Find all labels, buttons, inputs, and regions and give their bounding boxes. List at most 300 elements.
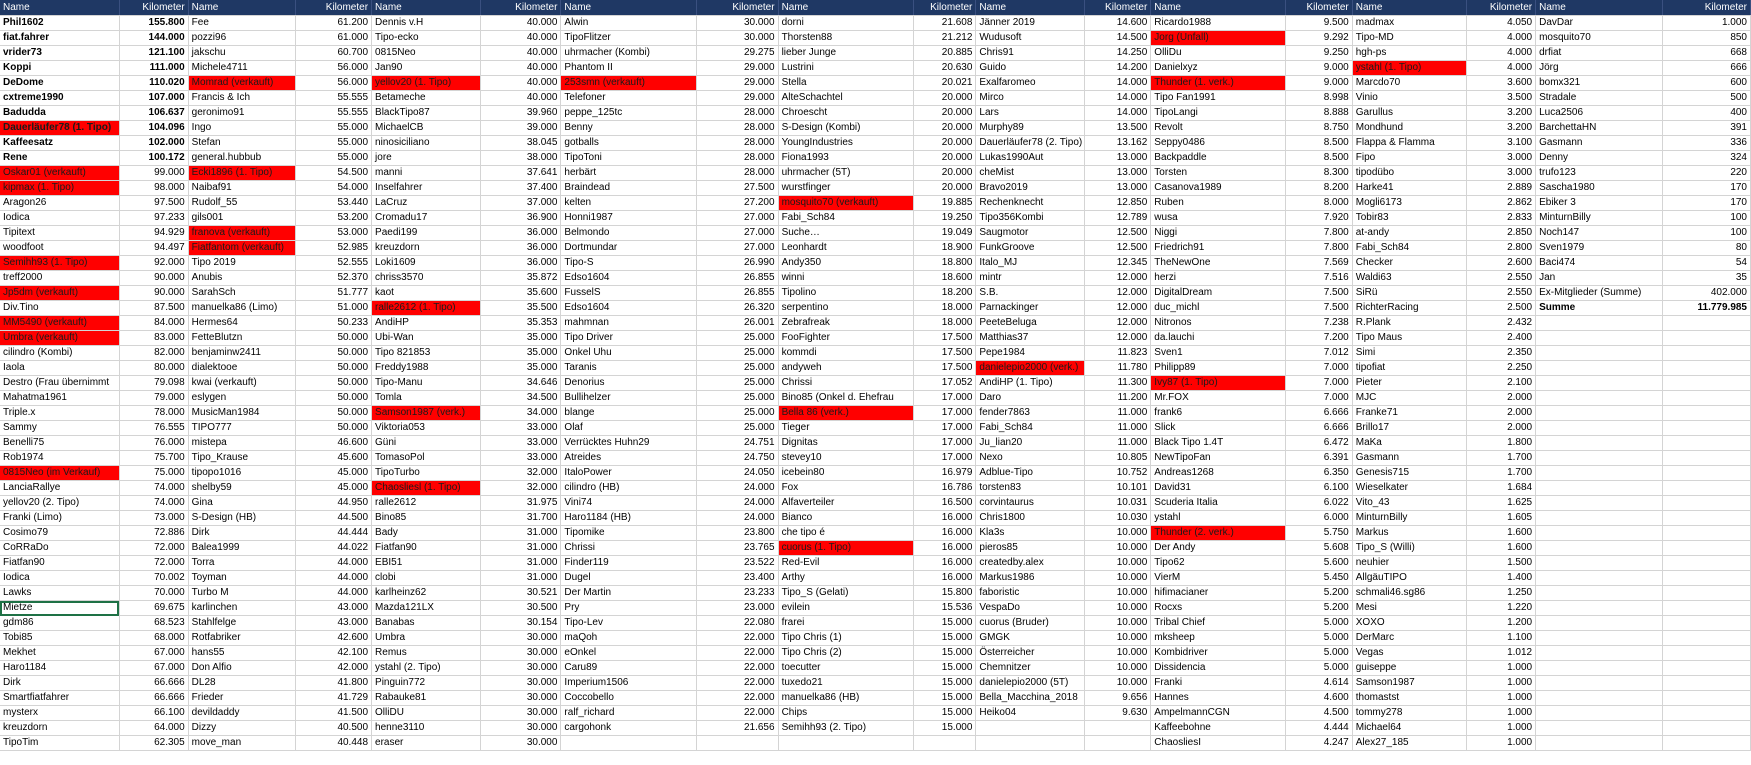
kilometer-cell[interactable]: 94.929 bbox=[119, 226, 188, 241]
name-cell[interactable] bbox=[1536, 721, 1663, 736]
kilometer-cell[interactable] bbox=[1084, 736, 1150, 751]
kilometer-cell[interactable]: 121.100 bbox=[119, 46, 188, 61]
name-cell[interactable]: jakschu bbox=[188, 46, 295, 61]
kilometer-cell[interactable]: 16.979 bbox=[913, 466, 976, 481]
kilometer-cell[interactable]: 80.000 bbox=[119, 361, 188, 376]
name-cell[interactable]: Belmondo bbox=[561, 226, 696, 241]
name-cell[interactable]: TIPO777 bbox=[188, 421, 295, 436]
kilometer-cell[interactable]: 5.600 bbox=[1286, 556, 1352, 571]
kilometer-cell[interactable]: 11.300 bbox=[1084, 376, 1150, 391]
name-cell[interactable]: ralle2612 (1. Tipo) bbox=[372, 301, 481, 316]
kilometer-cell[interactable]: 8.500 bbox=[1286, 151, 1352, 166]
header-name[interactable]: Name bbox=[1352, 0, 1467, 16]
name-cell[interactable]: Alfaverteiler bbox=[778, 496, 913, 511]
name-cell[interactable] bbox=[976, 721, 1085, 736]
name-cell[interactable]: Sven1 bbox=[1151, 346, 1286, 361]
name-cell[interactable]: thomastst bbox=[1352, 691, 1467, 706]
kilometer-cell[interactable]: 2.500 bbox=[1467, 301, 1536, 316]
name-cell[interactable]: cilindro (HB) bbox=[561, 481, 696, 496]
name-cell[interactable]: Rotfabriker bbox=[188, 631, 295, 646]
kilometer-cell[interactable]: 25.000 bbox=[696, 391, 778, 406]
name-cell[interactable]: Thunder (1. verk.) bbox=[1151, 76, 1286, 91]
name-cell[interactable]: Saugmotor bbox=[976, 226, 1085, 241]
name-cell[interactable]: Chemnitzer bbox=[976, 661, 1085, 676]
kilometer-cell[interactable]: 12.789 bbox=[1084, 211, 1150, 226]
kilometer-cell[interactable]: 100.172 bbox=[119, 151, 188, 166]
kilometer-cell[interactable]: 20.000 bbox=[913, 91, 976, 106]
kilometer-cell[interactable] bbox=[1662, 316, 1750, 331]
kilometer-cell[interactable]: 55.000 bbox=[296, 151, 372, 166]
kilometer-cell[interactable] bbox=[1662, 481, 1750, 496]
kilometer-cell[interactable]: 24.000 bbox=[696, 481, 778, 496]
kilometer-cell[interactable]: 90.000 bbox=[119, 271, 188, 286]
name-cell[interactable]: che tipo é bbox=[778, 526, 913, 541]
kilometer-cell[interactable]: 10.000 bbox=[1084, 526, 1150, 541]
name-cell[interactable]: woodfoot bbox=[0, 241, 119, 256]
name-cell[interactable]: Atreides bbox=[561, 451, 696, 466]
kilometer-cell[interactable]: 7.500 bbox=[1286, 301, 1352, 316]
name-cell[interactable]: Ivy87 (1. Tipo) bbox=[1151, 376, 1286, 391]
name-cell[interactable]: Italo_MJ bbox=[976, 256, 1085, 271]
kilometer-cell[interactable]: 50.000 bbox=[296, 421, 372, 436]
name-cell[interactable]: lieber Junge bbox=[778, 46, 913, 61]
kilometer-cell[interactable]: 30.500 bbox=[480, 601, 561, 616]
kilometer-cell[interactable]: 53.440 bbox=[296, 196, 372, 211]
name-cell[interactable]: Gasmann bbox=[1536, 136, 1663, 151]
name-cell[interactable]: Tipomike bbox=[561, 526, 696, 541]
name-cell[interactable]: Dignitas bbox=[778, 436, 913, 451]
kilometer-cell[interactable]: 53.200 bbox=[296, 211, 372, 226]
name-cell[interactable]: Balea1999 bbox=[188, 541, 295, 556]
name-cell[interactable] bbox=[1536, 541, 1663, 556]
name-cell[interactable]: Bullihelzer bbox=[561, 391, 696, 406]
kilometer-cell[interactable]: 14.500 bbox=[1084, 31, 1150, 46]
kilometer-cell[interactable]: 10.805 bbox=[1084, 451, 1150, 466]
name-cell[interactable]: Ingo bbox=[188, 121, 295, 136]
name-cell[interactable]: Ju_lian20 bbox=[976, 436, 1085, 451]
name-cell[interactable]: Rene bbox=[0, 151, 119, 166]
name-cell[interactable]: mksheep bbox=[1151, 631, 1286, 646]
name-cell[interactable]: Braindead bbox=[561, 181, 696, 196]
kilometer-cell[interactable] bbox=[1662, 346, 1750, 361]
kilometer-cell[interactable]: 34.646 bbox=[480, 376, 561, 391]
name-cell[interactable]: hans55 bbox=[188, 646, 295, 661]
name-cell[interactable]: Harke41 bbox=[1352, 181, 1467, 196]
name-cell[interactable]: SiRü bbox=[1352, 286, 1467, 301]
kilometer-cell[interactable]: 40.000 bbox=[480, 46, 561, 61]
name-cell[interactable]: FusselS bbox=[561, 286, 696, 301]
kilometer-cell[interactable]: 52.985 bbox=[296, 241, 372, 256]
kilometer-cell[interactable]: 44.500 bbox=[296, 511, 372, 526]
name-cell[interactable]: LaCruz bbox=[372, 196, 481, 211]
name-cell[interactable]: Genesis715 bbox=[1352, 466, 1467, 481]
name-cell[interactable]: Toyman bbox=[188, 571, 295, 586]
name-cell[interactable]: eOnkel bbox=[561, 646, 696, 661]
name-cell[interactable]: FunkGroove bbox=[976, 241, 1085, 256]
name-cell[interactable] bbox=[1536, 406, 1663, 421]
kilometer-cell[interactable] bbox=[1662, 376, 1750, 391]
kilometer-cell[interactable]: 666 bbox=[1662, 61, 1750, 76]
name-cell[interactable]: Finder119 bbox=[561, 556, 696, 571]
kilometer-cell[interactable]: 100 bbox=[1662, 211, 1750, 226]
name-cell[interactable]: Fipo bbox=[1352, 151, 1467, 166]
kilometer-cell[interactable]: 21.608 bbox=[913, 16, 976, 31]
name-cell[interactable]: Remus bbox=[372, 646, 481, 661]
kilometer-cell[interactable] bbox=[1662, 601, 1750, 616]
name-cell[interactable]: ystahl (2. Tipo) bbox=[372, 661, 481, 676]
kilometer-cell[interactable]: 38.000 bbox=[480, 151, 561, 166]
name-cell[interactable]: Mekhet bbox=[0, 646, 119, 661]
kilometer-cell[interactable]: 35.600 bbox=[480, 286, 561, 301]
name-cell[interactable]: andyweh bbox=[778, 361, 913, 376]
kilometer-cell[interactable]: 41.800 bbox=[296, 676, 372, 691]
kilometer-cell[interactable]: 17.000 bbox=[913, 406, 976, 421]
name-cell[interactable]: Luca2506 bbox=[1536, 106, 1663, 121]
name-cell[interactable]: Garullus bbox=[1352, 106, 1467, 121]
kilometer-cell[interactable]: 6.350 bbox=[1286, 466, 1352, 481]
name-cell[interactable]: Brillo17 bbox=[1352, 421, 1467, 436]
kilometer-cell[interactable]: 18.900 bbox=[913, 241, 976, 256]
name-cell[interactable]: Vinio bbox=[1352, 91, 1467, 106]
name-cell[interactable]: toecutter bbox=[778, 661, 913, 676]
header-name[interactable]: Name bbox=[1151, 0, 1286, 16]
name-cell[interactable]: Dennis v.H bbox=[372, 16, 481, 31]
name-cell[interactable]: Markus bbox=[1352, 526, 1467, 541]
kilometer-cell[interactable]: 23.765 bbox=[696, 541, 778, 556]
name-cell[interactable]: Telefoner bbox=[561, 91, 696, 106]
kilometer-cell[interactable]: 14.600 bbox=[1084, 16, 1150, 31]
kilometer-cell[interactable]: 41.500 bbox=[296, 706, 372, 721]
name-cell[interactable]: Leonhardt bbox=[778, 241, 913, 256]
name-cell[interactable]: Tipo Chris (1) bbox=[778, 631, 913, 646]
name-cell[interactable]: Kaffeesatz bbox=[0, 136, 119, 151]
name-cell[interactable]: Tipo_S (Willi) bbox=[1352, 541, 1467, 556]
name-cell[interactable]: Lukas1990Aut bbox=[976, 151, 1085, 166]
name-cell[interactable]: Seppy0486 bbox=[1151, 136, 1286, 151]
name-cell[interactable]: Summe bbox=[1536, 301, 1663, 316]
name-cell[interactable]: yellov20 (1. Tipo) bbox=[372, 76, 481, 91]
kilometer-cell[interactable]: 33.000 bbox=[480, 421, 561, 436]
kilometer-cell[interactable]: 1.012 bbox=[1467, 646, 1536, 661]
name-cell[interactable]: Oskar01 (verkauft) bbox=[0, 166, 119, 181]
name-cell[interactable]: Iodica bbox=[0, 211, 119, 226]
kilometer-cell[interactable]: 10.030 bbox=[1084, 511, 1150, 526]
kilometer-cell[interactable]: 1.000 bbox=[1467, 706, 1536, 721]
name-cell[interactable]: Don Alfio bbox=[188, 661, 295, 676]
kilometer-cell[interactable]: 23.800 bbox=[696, 526, 778, 541]
kilometer-cell[interactable]: 50.233 bbox=[296, 316, 372, 331]
kilometer-cell[interactable]: 7.012 bbox=[1286, 346, 1352, 361]
kilometer-cell[interactable]: 1.600 bbox=[1467, 526, 1536, 541]
name-cell[interactable]: Kla3s bbox=[976, 526, 1085, 541]
kilometer-cell[interactable]: 107.000 bbox=[119, 91, 188, 106]
kilometer-cell[interactable]: 20.630 bbox=[913, 61, 976, 76]
kilometer-cell[interactable]: 15.000 bbox=[913, 616, 976, 631]
name-cell[interactable]: Semihh93 (1. Tipo) bbox=[0, 256, 119, 271]
kilometer-cell[interactable]: 10.000 bbox=[1084, 541, 1150, 556]
name-cell[interactable]: Iodica bbox=[0, 571, 119, 586]
name-cell[interactable]: DigitalDream bbox=[1151, 286, 1286, 301]
name-cell[interactable]: SarahSch bbox=[188, 286, 295, 301]
name-cell[interactable]: da.lauchi bbox=[1151, 331, 1286, 346]
kilometer-cell[interactable]: 14.000 bbox=[1084, 106, 1150, 121]
kilometer-cell[interactable] bbox=[1662, 466, 1750, 481]
kilometer-cell[interactable]: 220 bbox=[1662, 166, 1750, 181]
kilometer-cell[interactable]: 30.000 bbox=[480, 661, 561, 676]
name-cell[interactable]: kreuzdorn bbox=[372, 241, 481, 256]
kilometer-cell[interactable]: 27.000 bbox=[696, 226, 778, 241]
name-cell[interactable]: Inselfahrer bbox=[372, 181, 481, 196]
kilometer-cell[interactable]: 44.950 bbox=[296, 496, 372, 511]
name-cell[interactable]: Tipolino bbox=[778, 286, 913, 301]
kilometer-cell[interactable]: 23.522 bbox=[696, 556, 778, 571]
kilometer-cell[interactable]: 15.000 bbox=[913, 661, 976, 676]
name-cell[interactable]: Ebiker 3 bbox=[1536, 196, 1663, 211]
kilometer-cell[interactable]: 24.750 bbox=[696, 451, 778, 466]
name-cell[interactable]: at-andy bbox=[1352, 226, 1467, 241]
name-cell[interactable]: Wieselkater bbox=[1352, 481, 1467, 496]
kilometer-cell[interactable]: 73.000 bbox=[119, 511, 188, 526]
kilometer-cell[interactable]: 18.800 bbox=[913, 256, 976, 271]
kilometer-cell[interactable]: 2.850 bbox=[1467, 226, 1536, 241]
name-cell[interactable]: Thorsten88 bbox=[778, 31, 913, 46]
kilometer-cell[interactable]: 10.000 bbox=[1084, 556, 1150, 571]
kilometer-cell[interactable]: 26.855 bbox=[696, 286, 778, 301]
name-cell[interactable]: AllgäuTIPO bbox=[1352, 571, 1467, 586]
kilometer-cell[interactable]: 111.000 bbox=[119, 61, 188, 76]
name-cell[interactable]: Jp5dm (verkauft) bbox=[0, 286, 119, 301]
name-cell[interactable]: Ecki1896 (1. Tipo) bbox=[188, 166, 295, 181]
name-cell[interactable]: tipofiat bbox=[1352, 361, 1467, 376]
name-cell[interactable]: eslygen bbox=[188, 391, 295, 406]
name-cell[interactable]: Red-Evil bbox=[778, 556, 913, 571]
name-cell[interactable]: NewTipoFan bbox=[1151, 451, 1286, 466]
name-cell[interactable]: CoRRaDo bbox=[0, 541, 119, 556]
kilometer-cell[interactable]: 22.000 bbox=[696, 706, 778, 721]
name-cell[interactable]: Dauerläufer78 (1. Tipo) bbox=[0, 121, 119, 136]
name-cell[interactable]: Tipo-MD bbox=[1352, 31, 1467, 46]
kilometer-cell[interactable]: 500 bbox=[1662, 91, 1750, 106]
name-cell[interactable]: Lars bbox=[976, 106, 1085, 121]
name-cell[interactable]: tipodübo bbox=[1352, 166, 1467, 181]
kilometer-cell[interactable]: 13.000 bbox=[1084, 181, 1150, 196]
kilometer-cell[interactable]: 3.600 bbox=[1467, 76, 1536, 91]
name-cell[interactable]: ystahl bbox=[1151, 511, 1286, 526]
name-cell[interactable]: hifimacianer bbox=[1151, 586, 1286, 601]
kilometer-cell[interactable]: 16.000 bbox=[913, 511, 976, 526]
kilometer-cell[interactable]: 336 bbox=[1662, 136, 1750, 151]
kilometer-cell[interactable]: 25.000 bbox=[696, 406, 778, 421]
name-cell[interactable]: Franke71 bbox=[1352, 406, 1467, 421]
name-cell[interactable]: TipoFlitzer bbox=[561, 31, 696, 46]
name-cell[interactable]: Scuderia Italia bbox=[1151, 496, 1286, 511]
kilometer-cell[interactable] bbox=[1662, 616, 1750, 631]
header-kilometer[interactable]: Kilometer bbox=[913, 0, 976, 16]
kilometer-cell[interactable]: 7.500 bbox=[1286, 286, 1352, 301]
kilometer-cell[interactable]: 25.000 bbox=[696, 376, 778, 391]
kilometer-cell[interactable]: 17.000 bbox=[913, 436, 976, 451]
kilometer-cell[interactable]: 51.000 bbox=[296, 301, 372, 316]
name-cell[interactable]: Semihh93 (2. Tipo) bbox=[778, 721, 913, 736]
kilometer-cell[interactable] bbox=[1662, 571, 1750, 586]
name-cell[interactable]: TipoTurbo bbox=[372, 466, 481, 481]
kilometer-cell[interactable]: 8.500 bbox=[1286, 136, 1352, 151]
kilometer-cell[interactable]: 22.000 bbox=[696, 676, 778, 691]
kilometer-cell[interactable]: 75.700 bbox=[119, 451, 188, 466]
name-cell[interactable]: duc_michl bbox=[1151, 301, 1286, 316]
kilometer-cell[interactable] bbox=[1662, 451, 1750, 466]
name-cell[interactable]: Vegas bbox=[1352, 646, 1467, 661]
kilometer-cell[interactable]: 20.021 bbox=[913, 76, 976, 91]
kilometer-cell[interactable]: 11.823 bbox=[1084, 346, 1150, 361]
name-cell[interactable]: DL28 bbox=[188, 676, 295, 691]
name-cell[interactable]: tommy278 bbox=[1352, 706, 1467, 721]
kilometer-cell[interactable]: 10.000 bbox=[1084, 676, 1150, 691]
kilometer-cell[interactable]: 83.000 bbox=[119, 331, 188, 346]
name-cell[interactable]: manni bbox=[372, 166, 481, 181]
name-cell[interactable]: Dauerläufer78 (2. Tipo) bbox=[976, 136, 1085, 151]
name-cell[interactable]: Coccobello bbox=[561, 691, 696, 706]
name-cell[interactable]: Imperium1506 bbox=[561, 676, 696, 691]
kilometer-cell[interactable]: 41.729 bbox=[296, 691, 372, 706]
name-cell[interactable]: FetteBlutzn bbox=[188, 331, 295, 346]
header-kilometer[interactable]: Kilometer bbox=[696, 0, 778, 16]
name-cell[interactable]: peppe_125tc bbox=[561, 106, 696, 121]
name-cell[interactable] bbox=[1536, 436, 1663, 451]
name-cell[interactable]: faboristic bbox=[976, 586, 1085, 601]
name-cell[interactable]: kreuzdorn bbox=[0, 721, 119, 736]
name-cell[interactable]: Thunder (2. verk.) bbox=[1151, 526, 1286, 541]
name-cell[interactable] bbox=[1536, 451, 1663, 466]
name-cell[interactable]: Chrissi bbox=[561, 541, 696, 556]
kilometer-cell[interactable]: 26.001 bbox=[696, 316, 778, 331]
name-cell[interactable]: ninosiciliano bbox=[372, 136, 481, 151]
name-cell[interactable]: Samson1987 bbox=[1352, 676, 1467, 691]
name-cell[interactable]: Koppi bbox=[0, 61, 119, 76]
name-cell[interactable]: Tipo-ecko bbox=[372, 31, 481, 46]
name-cell[interactable]: Fiatfan90 bbox=[372, 541, 481, 556]
name-cell[interactable]: wusa bbox=[1151, 211, 1286, 226]
kilometer-cell[interactable]: 16.000 bbox=[913, 571, 976, 586]
name-cell[interactable]: manuelka86 (Limo) bbox=[188, 301, 295, 316]
kilometer-cell[interactable]: 106.637 bbox=[119, 106, 188, 121]
name-cell[interactable]: MinturnBilly bbox=[1536, 211, 1663, 226]
kilometer-cell[interactable]: 8.300 bbox=[1286, 166, 1352, 181]
kilometer-cell[interactable]: 40.000 bbox=[480, 61, 561, 76]
kilometer-cell[interactable]: 102.000 bbox=[119, 136, 188, 151]
name-cell[interactable]: Murphy89 bbox=[976, 121, 1085, 136]
kilometer-cell[interactable]: 3.000 bbox=[1467, 166, 1536, 181]
name-cell[interactable]: Philipp89 bbox=[1151, 361, 1286, 376]
kilometer-cell[interactable]: 12.500 bbox=[1084, 226, 1150, 241]
kilometer-cell[interactable]: 8.998 bbox=[1286, 91, 1352, 106]
name-cell[interactable]: Benelli75 bbox=[0, 436, 119, 451]
kilometer-cell[interactable]: 72.000 bbox=[119, 556, 188, 571]
kilometer-cell[interactable]: 9.000 bbox=[1286, 61, 1352, 76]
name-cell[interactable]: Smartfiatfahrer bbox=[0, 691, 119, 706]
name-cell[interactable]: Vini74 bbox=[561, 496, 696, 511]
kilometer-cell[interactable]: 8.750 bbox=[1286, 121, 1352, 136]
name-cell[interactable]: Alwin bbox=[561, 16, 696, 31]
name-cell[interactable] bbox=[1536, 661, 1663, 676]
name-cell[interactable]: Chris91 bbox=[976, 46, 1085, 61]
name-cell[interactable]: cilindro (Kombi) bbox=[0, 346, 119, 361]
kilometer-cell[interactable]: 43.000 bbox=[296, 616, 372, 631]
kilometer-cell[interactable]: 27.200 bbox=[696, 196, 778, 211]
kilometer-cell[interactable]: 50.000 bbox=[296, 361, 372, 376]
kilometer-cell[interactable]: 78.000 bbox=[119, 406, 188, 421]
kilometer-cell[interactable]: 14.000 bbox=[1084, 91, 1150, 106]
kilometer-cell[interactable]: 13.500 bbox=[1084, 121, 1150, 136]
name-cell[interactable]: Samson1987 (verk.) bbox=[372, 406, 481, 421]
kilometer-cell[interactable]: 54 bbox=[1662, 256, 1750, 271]
kilometer-cell[interactable] bbox=[1662, 631, 1750, 646]
name-cell[interactable]: Umbra (verkauft) bbox=[0, 331, 119, 346]
kilometer-cell[interactable]: 84.000 bbox=[119, 316, 188, 331]
kilometer-cell[interactable]: 22.000 bbox=[696, 631, 778, 646]
name-cell[interactable]: Marcdo70 bbox=[1352, 76, 1467, 91]
name-cell[interactable]: Mondhund bbox=[1352, 121, 1467, 136]
kilometer-cell[interactable]: 4.050 bbox=[1467, 16, 1536, 31]
kilometer-cell[interactable]: 34.500 bbox=[480, 391, 561, 406]
kilometer-cell[interactable]: 92.000 bbox=[119, 256, 188, 271]
name-cell[interactable]: TheNewOne bbox=[1151, 256, 1286, 271]
name-cell[interactable]: Bravo2019 bbox=[976, 181, 1085, 196]
name-cell[interactable]: Jörg bbox=[1536, 61, 1663, 76]
name-cell[interactable]: Jorg (Unfall) bbox=[1151, 31, 1286, 46]
kilometer-cell[interactable]: 7.920 bbox=[1286, 211, 1352, 226]
name-cell[interactable]: cuorus (Bruder) bbox=[976, 616, 1085, 631]
kilometer-cell[interactable]: 42.000 bbox=[296, 661, 372, 676]
name-cell[interactable]: Tipitext bbox=[0, 226, 119, 241]
kilometer-cell[interactable]: 10.000 bbox=[1084, 616, 1150, 631]
kilometer-cell[interactable]: 30.000 bbox=[696, 16, 778, 31]
kilometer-cell[interactable]: 6.391 bbox=[1286, 451, 1352, 466]
name-cell[interactable]: herbärt bbox=[561, 166, 696, 181]
name-cell[interactable]: Gina bbox=[188, 496, 295, 511]
name-cell[interactable]: BlackTipo87 bbox=[372, 106, 481, 121]
kilometer-cell[interactable]: 28.000 bbox=[696, 151, 778, 166]
kilometer-cell[interactable]: 9.292 bbox=[1286, 31, 1352, 46]
name-cell[interactable]: 0815Neo bbox=[372, 46, 481, 61]
name-cell[interactable] bbox=[1536, 586, 1663, 601]
name-cell[interactable]: Triple.x bbox=[0, 406, 119, 421]
kilometer-cell[interactable]: 30.000 bbox=[480, 706, 561, 721]
kilometer-cell[interactable]: 2.000 bbox=[1467, 391, 1536, 406]
kilometer-cell[interactable]: 39.000 bbox=[480, 121, 561, 136]
name-cell[interactable]: kwai (verkauft) bbox=[188, 376, 295, 391]
kilometer-cell[interactable]: 37.400 bbox=[480, 181, 561, 196]
kilometer-cell[interactable]: 36.900 bbox=[480, 211, 561, 226]
kilometer-cell[interactable]: 29.275 bbox=[696, 46, 778, 61]
name-cell[interactable]: Umbra bbox=[372, 631, 481, 646]
kilometer-cell[interactable]: 20.000 bbox=[913, 151, 976, 166]
name-cell[interactable]: Dugel bbox=[561, 571, 696, 586]
name-cell[interactable]: dialektooe bbox=[188, 361, 295, 376]
kilometer-cell[interactable]: 70.000 bbox=[119, 586, 188, 601]
name-cell[interactable]: Revolt bbox=[1151, 121, 1286, 136]
name-cell[interactable] bbox=[1536, 631, 1663, 646]
name-cell[interactable]: uhrmacher (5T) bbox=[778, 166, 913, 181]
kilometer-cell[interactable]: 10.000 bbox=[1084, 601, 1150, 616]
name-cell[interactable]: Markus1986 bbox=[976, 571, 1085, 586]
kilometer-cell[interactable]: 44.000 bbox=[296, 571, 372, 586]
kilometer-cell[interactable]: 16.786 bbox=[913, 481, 976, 496]
kilometer-cell[interactable]: 15.000 bbox=[913, 646, 976, 661]
kilometer-cell[interactable]: 1.684 bbox=[1467, 481, 1536, 496]
name-cell[interactable]: general.hubbub bbox=[188, 151, 295, 166]
kilometer-cell[interactable]: 23.000 bbox=[696, 601, 778, 616]
